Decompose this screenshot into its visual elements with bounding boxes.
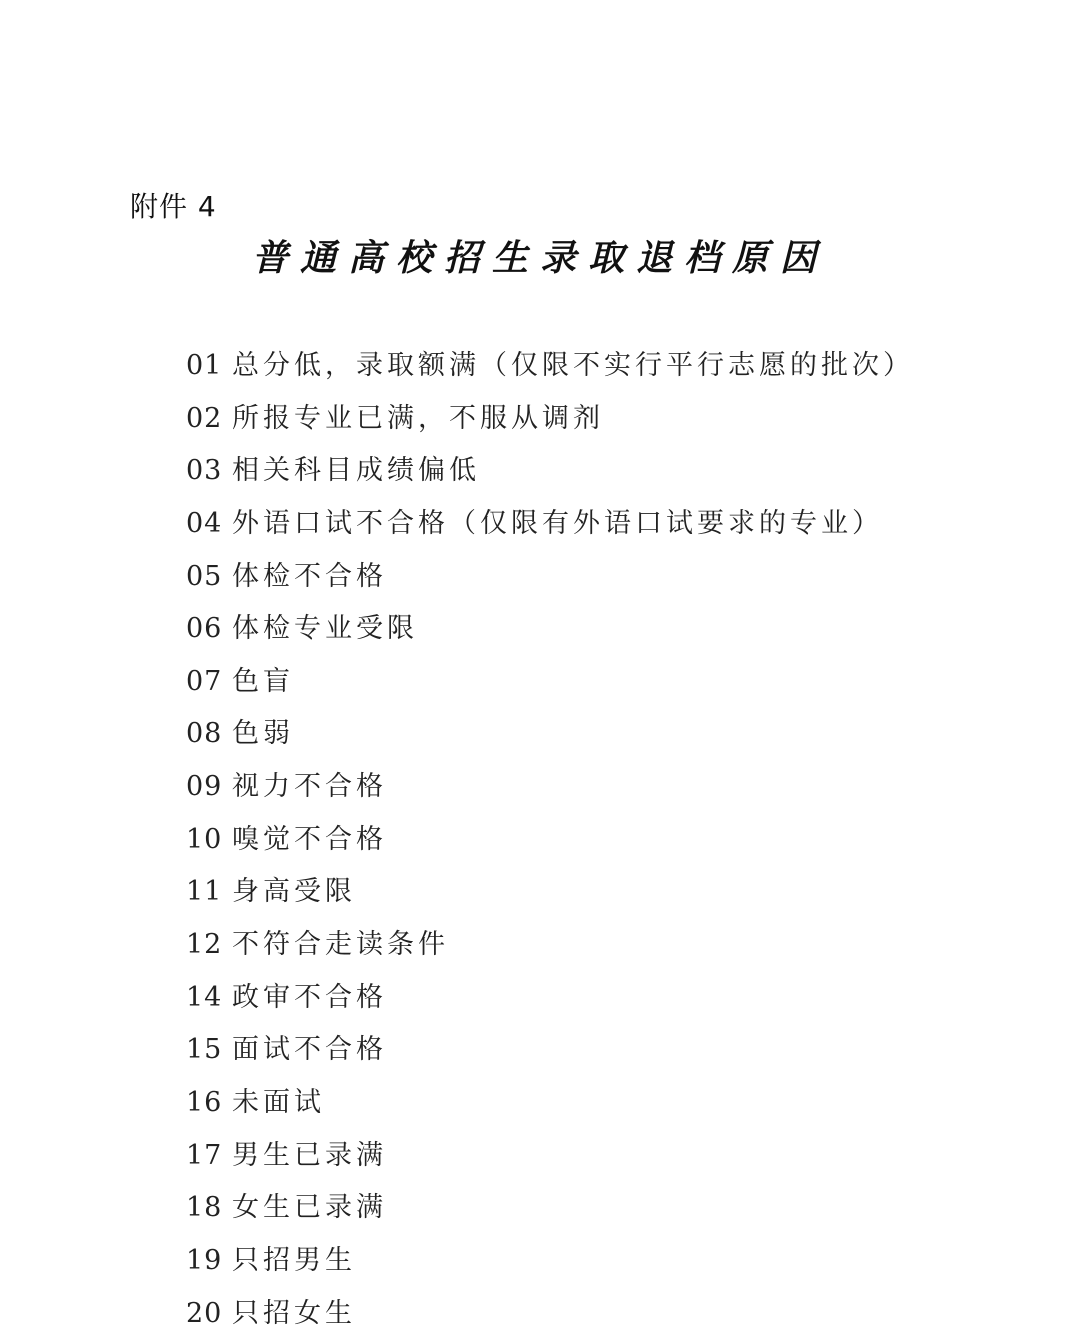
reason-list [186, 340, 914, 1340]
reason-code: 11 [186, 876, 223, 908]
list-item [186, 1288, 914, 1341]
reason-text: 色盲 [232, 665, 294, 697]
list-item [186, 445, 914, 498]
document-title: 普通高校招生录取退档原因 [251, 237, 828, 279]
reason-code: 06 [186, 613, 223, 645]
reason-code: 19 [186, 1244, 223, 1276]
reason-code: 01 [186, 350, 223, 381]
reason-text: 政审不合格 [232, 981, 387, 1013]
reason-text: 女生已录满 [232, 1192, 387, 1224]
list-item [186, 708, 914, 761]
list-item [186, 551, 914, 604]
reason-code: 15 [186, 1034, 223, 1066]
reason-code: 05 [186, 560, 223, 592]
list-item [186, 1024, 914, 1077]
reason-code: 07 [186, 665, 223, 697]
list-item [186, 1130, 914, 1183]
reason-code: 03 [186, 455, 223, 487]
reason-text: 身高受限 [232, 876, 356, 908]
reason-code: 16 [186, 1086, 223, 1118]
reason-text: 色弱 [232, 718, 294, 750]
list-item [186, 1235, 914, 1288]
reason-code: 12 [186, 929, 223, 961]
reason-text: 体检专业受限 [232, 613, 418, 645]
reason-text: 相关科目成绩偏低 [232, 455, 480, 487]
reason-text: 总分低，录取额满（仅限不实行平行志愿的批次） [232, 350, 914, 381]
reason-text: 男生已录满 [232, 1139, 387, 1171]
reason-text: 视力不合格 [232, 771, 387, 803]
list-item [186, 340, 914, 393]
reason-code: 18 [186, 1192, 223, 1224]
reason-code: 09 [186, 771, 223, 803]
reason-code: 02 [186, 402, 223, 434]
reason-text: 所报专业已满，不服从调剂 [232, 402, 604, 434]
list-item [186, 603, 914, 656]
reason-code: 08 [186, 718, 223, 750]
reason-text: 嗅觉不合格 [232, 823, 387, 855]
reason-text: 体检不合格 [232, 560, 387, 592]
reason-text: 不符合走读条件 [232, 929, 449, 961]
reason-code: 20 [186, 1297, 223, 1329]
reason-code: 14 [186, 981, 223, 1013]
list-item [186, 656, 914, 709]
reason-code: 04 [186, 507, 223, 539]
list-item [186, 393, 914, 446]
attachment-label: 附件 4 [130, 190, 217, 223]
list-item [186, 1077, 914, 1130]
reason-text: 面试不合格 [232, 1034, 387, 1066]
list-item [186, 761, 914, 814]
reason-code: 17 [186, 1139, 223, 1171]
list-item [186, 1182, 914, 1235]
list-item [186, 866, 914, 919]
reason-code: 10 [186, 823, 223, 855]
reason-text: 只招女生 [232, 1297, 356, 1329]
list-item [186, 814, 914, 867]
list-item [186, 972, 914, 1025]
list-item [186, 919, 914, 972]
reason-text: 未面试 [232, 1086, 325, 1118]
list-item [186, 498, 914, 551]
reason-text: 外语口试不合格（仅限有外语口试要求的专业） [232, 507, 883, 539]
reason-text: 只招男生 [232, 1244, 356, 1276]
